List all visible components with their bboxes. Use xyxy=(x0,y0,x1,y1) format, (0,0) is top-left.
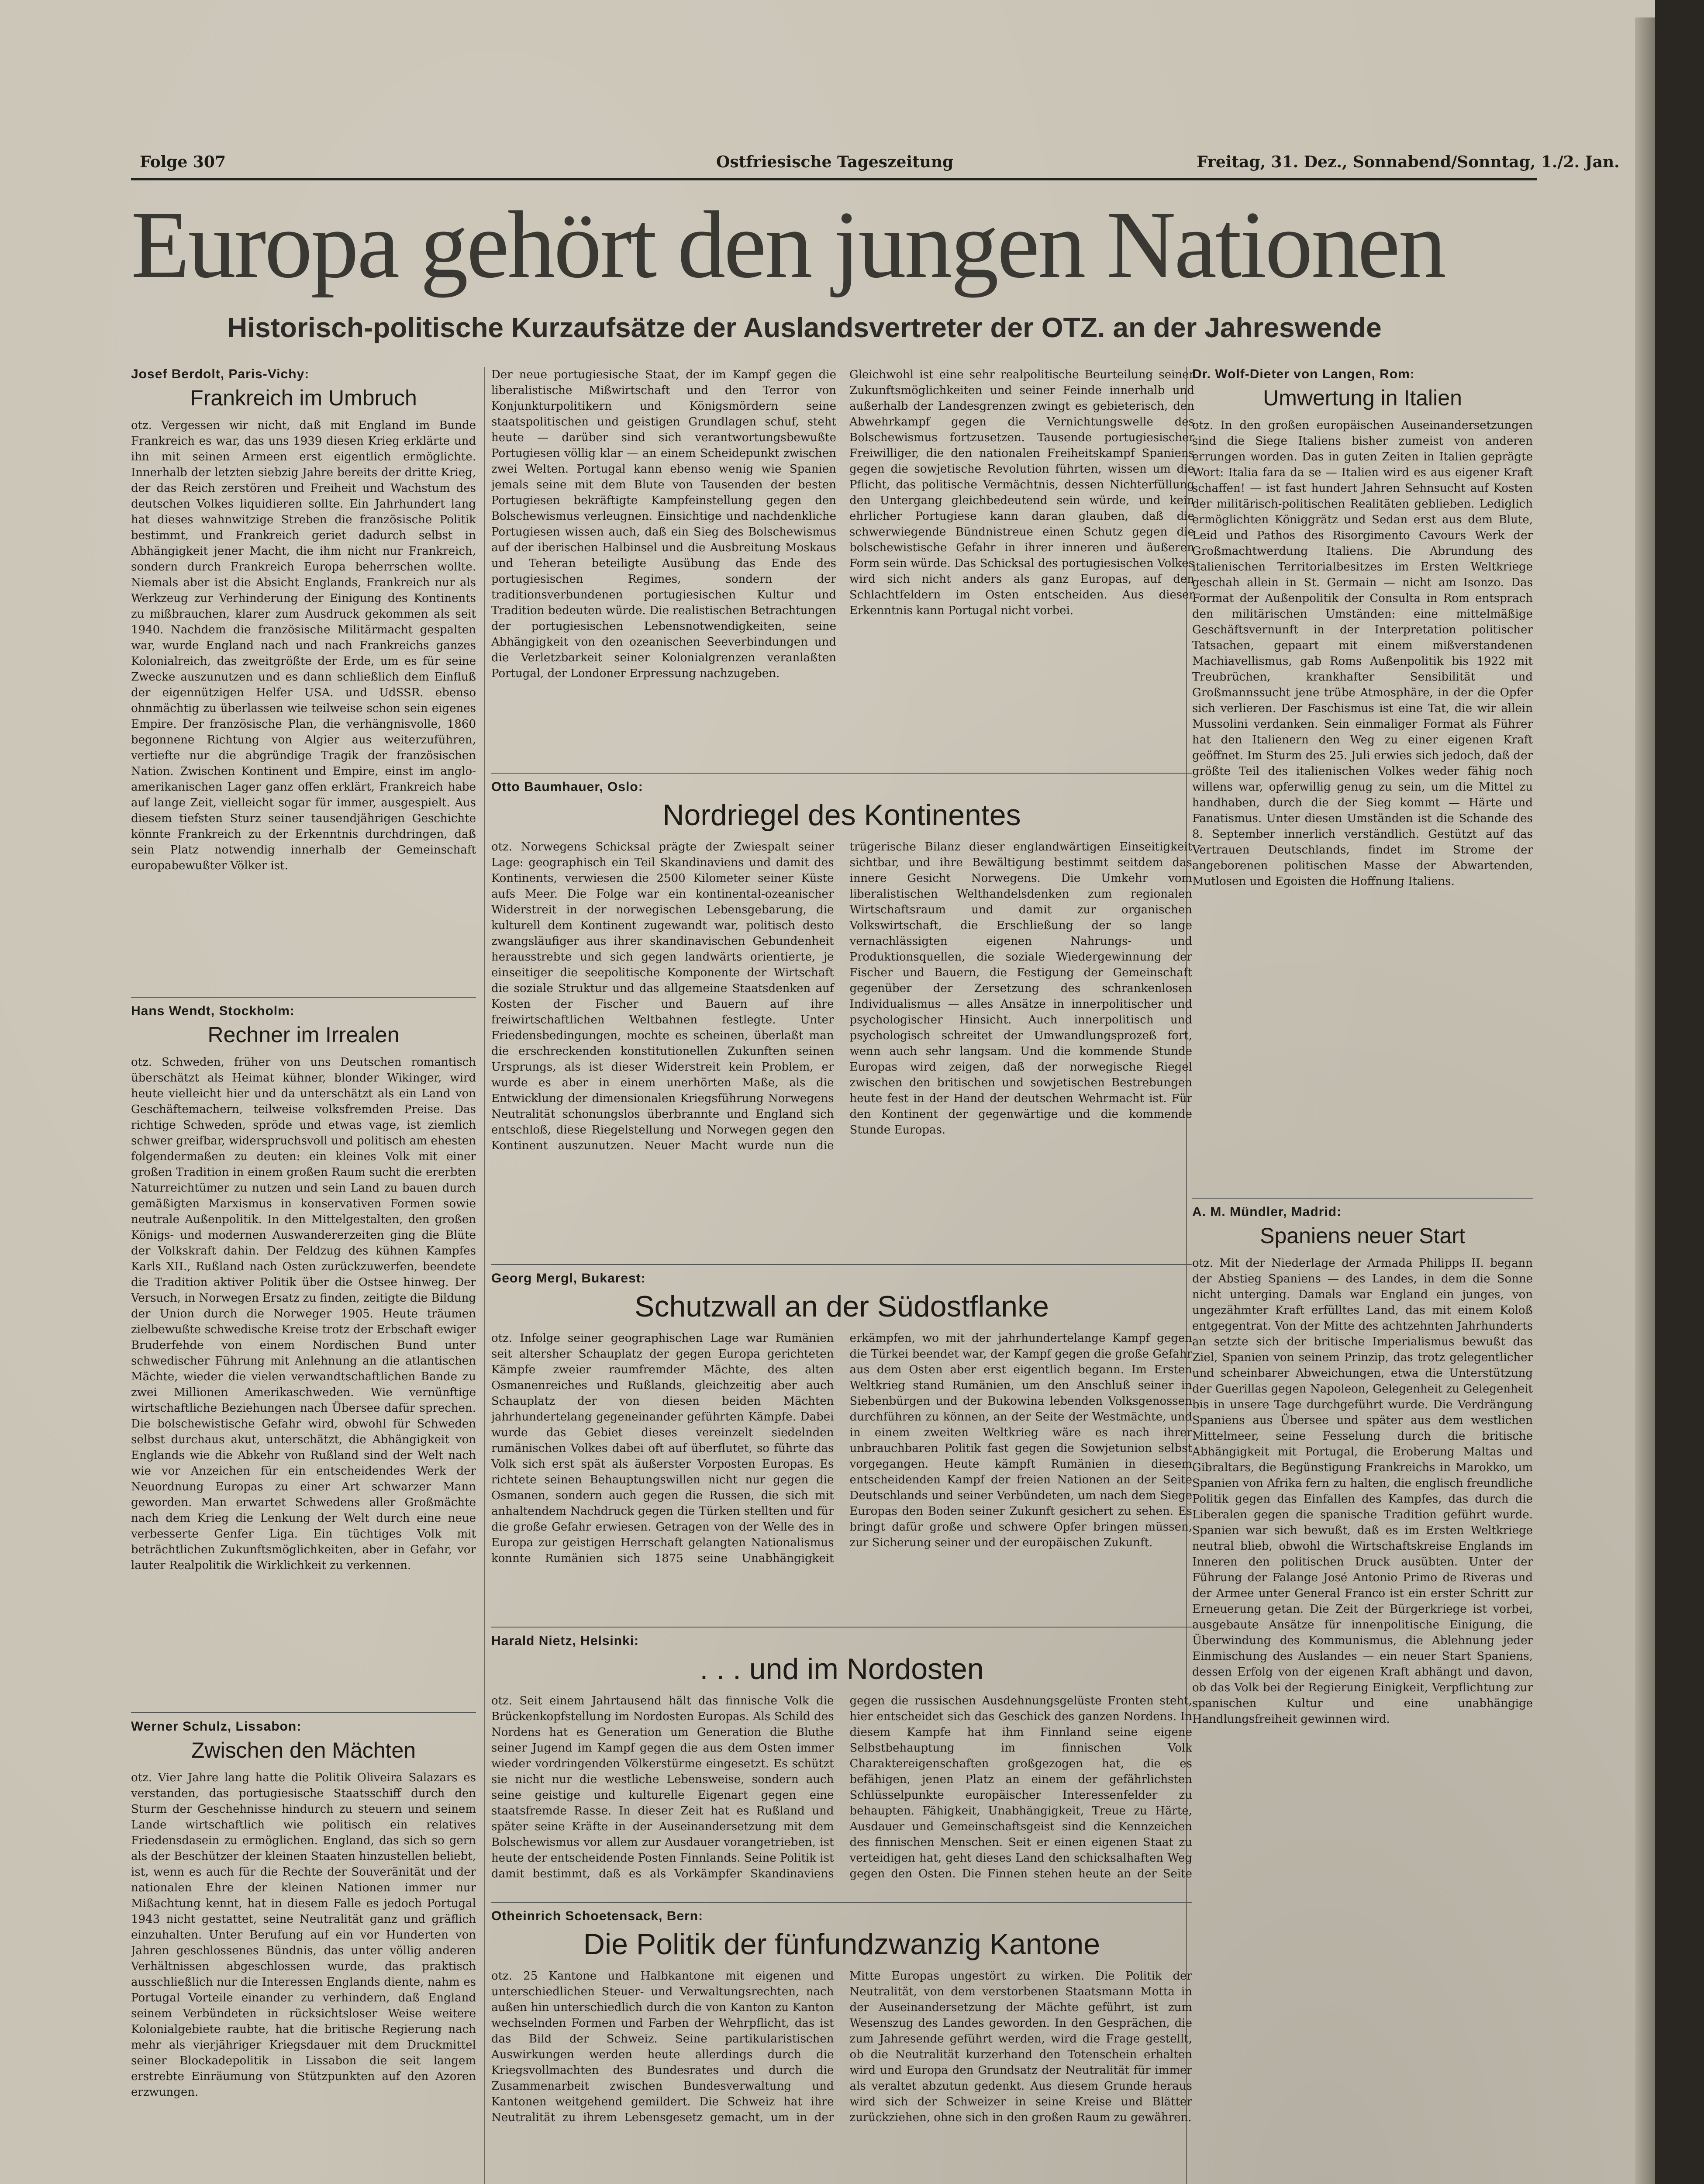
section-divider xyxy=(491,1264,1192,1265)
article-author: Josef Berdolt, Paris-Vichy: xyxy=(131,367,310,381)
article-title: Frankreich im Umbruch xyxy=(190,386,417,410)
article-title: Nordriegel des Kontinentes xyxy=(662,798,1021,832)
article-title: Umwertung in Italien xyxy=(1263,386,1462,410)
newspaper-name: Ostfriesische Tageszeitung xyxy=(716,153,954,171)
section-divider xyxy=(491,1902,1192,1903)
article-frankreich xyxy=(131,367,476,985)
article-body-continued: Der neue portugiesische Staat, der im Kampf gegen die liberalistische Mißwirtschaft und den Terror von Konjunkturpolitikern und Königsmördern seine staatspolitischen und geistigen Grundlagen schuf, steht heute — darüber sind sich verantwortungsbewußte Portugiesen völlig klar — an einem Scheidepunkt zwischen zwei Welten. Portugal kann ebenso wenig wie Spanien jemals seine mit dem Blute von Tausenden der besten Portugiesen bekräftigte Kampfeinstellung gegen den Bolschewismus verleugnen. Einsichtige und nachdenkliche Portugiesen wissen auch, daß ein Sieg des Bolschewismus auf der iberischen Halbinsel und die Ausbreitung Moskaus und Teheran beteiligte Ausübung das Ende des portugiesischen Regimes, sondern der traditionsverbundenen portugiesischen Kultur und Tradition bedeuten würde. Die realistischen Betrachtungen der portugiesischen Lebensnotwendigkeiten, seine Abhängigkeit von den ozeanischen Seeverbindungen und die Verletzbarkeit seiner Kolonialgrenzen veranlaßten Portugal, der Londoner Erpressung nachzugeben. xyxy=(491,368,836,680)
article-author: Werner Schulz, Lissabon: xyxy=(131,1719,302,1734)
article-body: otz. Schweden, früher von uns Deutschen romantisch überschätzt als Heimat kühner, blonder Wikinger, wird heute vielleicht hier und da unterschätzt als ein Land von Geschäftemachern, teilweise volksfremden Preise. Das richtige Schweden, spröde und etwas vage, ist ziemlich schwer greifbar, widerspruchsvoll und politisch am ehesten folgendermaßen zu deuten: ein kleines Volk mit einer großen Tradition in einem großen Raum sucht die ererbten Naturreichtümer zu nutzen und sein Land zu bauen durch gemäßigten Marxismus in konservativen Formen sowie neutrale Außenpolitik. In den Mittelgestalten, den großen Königs- und modernen Auswandererzeiten ging die Blüte der Volkskraft dahin. Der Feldzug des kühnen Kampfes Karls XII., Rußland nach Osten zurückzuwerfen, beendete die Tradition aktiver Politik über die Ostsee hinweg. Der Versuch, in Norwegen Ersatz zu finden, zeitigte die Bildung der Union durch die Norweger 1905. Heute träumen zielbewußte schwedische Kreise trotz der Erbschaft ewiger Bruderfehde von einem Nordischen Bund unter schwedischer Führung mit Anlehnung an die atlantischen Mächte, wieder die vielen verwandtschaftlichen Bande zu zwei Millionen Amerikaschweden. Wie vernünftige wirtschaftliche Beziehungen nach Übersee dafür sprechen. Die bolschewistische Gefahr wird, obwohl für Schweden selbst durchaus akut, unterschätzt, die Abhängigkeit von Englands wie die Abkehr von Rußland sind der Welt nach wie vor Anzeichen für ein entscheidendes Werk der Neuordnung Europas zu einer Art schwarzer Mann geworden. Man erwartet Schwedens aller Großmächte nach dem Krieg die Lenkung der Welt durch eine neue verbesserte Genfer Liga. Ein tüchtiges Volk mit beträchtlichen Zukunftsmöglichkeiten, aber in Gefahr, vor lauter Realpolitik die Wirklichkeit zu verkennen. xyxy=(131,1056,476,1572)
article-italien xyxy=(1192,367,1533,1186)
article-title: Rechner im Irrealen xyxy=(207,1023,400,1047)
article-body: otz. 25 Kantone und Halbkantone mit eigenen und unterschiedlichen Steuer- und Verwaltungsrechten, nach außen hin unterschiedlich durch die von Kanton zu Kanton wechselnden Formen und Farben der Wehrpflicht, das ist das Bild der Schweiz. Seine partikularistischen Auswirkungen werden heute allerdings durch die Kriegsvollmachten des Bundesrates und durch die Zusammenarbeit zwischen Bundesverwaltung und Kantonen weitgehend gemildert. Die Schweiz hat ihre Neutralität zu ihrem Lebensgesetz gemacht, um in der Mitte Europas ungestört zu wirken. Die Politik der Neutralität, von dem verstorbenen Staatsmann Motta in der Auseinandersetzung der Mächte geführt, ist zum Wesenszug des Landes geworden. In den Gesprächen, die zum Jahresende geführt werden, wird die Frage gestellt, ob die Neutralität kurzerhand den Totenschein erhalten wird und Europa den Grundsatz der Neutralität für immer als veraltet abzutun gedenkt. Aus diesem Grunde heraus wird sich der Schweizer in seine Kreise und Blätter zurückziehen, ohne sich in den großen Raum zu gewähren. xyxy=(491,1970,1192,2124)
article-author: Harald Nietz, Helsinki: xyxy=(491,1634,639,1648)
page-edge xyxy=(1635,17,1655,2184)
article-body: otz. Mit der Niederlage der Armada Philipps II. begann der Abstieg Spaniens — des Landes, in dem die Sonne nicht unterging. Damals war England ein junges, von ungezähmter Kraft erfülltes Land, das mit einem Koloß entgegentrat. Von der Mitte des achtzehnten Jahrhunderts an setzte sich der britische Imperialismus bewußt das Ziel, Spanien von seinem Prinzip, das trotz gelegentlicher und scheinbarer Abweichungen, etwa die Unterstützung der Guerillas gegen Napoleon, Gelegenheit zu Gelegenheit bis in unsere Tage durchgeführt wurde. Die Verdrängung Spaniens aus Übersee und später aus dem westlichen Mittelmeer, seine Fesselung durch die britische Abhängigkeit mit Portugal, die Eroberung Maltas und Gibraltars, die Begünstigung Frankreichs in Marokko, um Spanien von Afrika fern zu halten, die englisch freundliche Politik gegen das Einfallen des Kampfes, das durch die Liberalen gegen die spanische Tradition geführt wurde. Spanien war sich bewußt, daß es im Ersten Weltkriege neutral blieb, obwohl die Wirtschaftskreise Englands im Inneren den politischen Druck ausübten. Unter der Führung der Falange José Antonio Primo de Riveras und der Armee unter General Franco ist ein erster Schritt zur Erneuerung getan. Die Zeit der Bürgerkriege ist vorbei, ausgebaute Ansätze für innenpolitische Einigung, die Überwindung des Kommunismus, die Ablehnung jeder Einmischung des Auslandes — ein neuer Start Spaniens, dessen Erfolg von der eigenen Kraft abhängt und davon, ob das Volk bei der Regierung Einigkeit, Verpflichtung zur spanischen Kultur und eine unabhängige Handlungsfreiheit gewinnen wird. xyxy=(1192,1257,1533,1726)
section-divider xyxy=(1192,1198,1533,1199)
page-headline: Europa gehört den jungen Nationen xyxy=(131,191,1445,298)
article-author: Otheinrich Schoetensack, Bern: xyxy=(491,1909,704,1923)
article-title: Schutzwall an der Südostflanke xyxy=(635,1290,1049,1323)
article-author: Hans Wendt, Stockholm: xyxy=(131,1004,295,1018)
article-finnland xyxy=(491,1621,1192,1894)
article-rumaenien xyxy=(491,1258,1192,1601)
issue-number: Folge 307 xyxy=(140,153,226,171)
article-body: otz. Infolge seiner geographischen Lage war Rumänien seit altersher Schauplatz der gegen Europa gerichteten Kämpfe zweier raumfremder Mächte, des alten Osmanenreiches und Rußlands, gleichzeitig aber auch Schauplatz der von diesen beiden Mächten jahrhundertelang gegeneinander geführten Kämpfe. Dabei wurde das Gebiet dieses vereinzelt siedelnden rumänischen Volkes dabei oft auf überflutet, so führte das Volk sich erst spät als äußerster Vorposten Europas. Es richtete seinen Behauptungswillen nicht nur gegen die Osmanen, sondern auch gegen die Russen, die sich mit anhaltendem Nachdruck gegen die Türken stellten und für die große Gefahr erwiesen. Getragen von der Welle des in Europa zur geistigen Herrschaft gelangten Nationalismus konnte Rumänien sich 1875 seine Unabhängigkeit erkämpfen, wo mit der jahrhundertelange Kampf gegen die Türkei beendet war, der Kampf gegen die große Gefahr aus dem Osten aber erst eigentlich begann. Im Ersten Weltkrieg stand Rumänien, um den Anschluß seiner in Siebenbürgen und der Bukowina lebenden Volksgenossen durchführen zu können, an der Seite der Westmächte, und in einem zweiten Weltkrieg wäre es nach ihrer unbrauchbaren Politik fast gegen die Sowjetunion selbst vorgegangen. Heute kämpft Rumänien in diesem entscheidenden Kampf der freien Nationen an der Seite Deutschlands und seiner Verbündeten, um nach dem Siege Europas den Boden seiner Zukunft gesichert zu sehen. Es bringt dafür große und schwere Opfer bringen müssen, zur Sicherung seiner und der europäischen Zukunft. xyxy=(491,1332,1192,1565)
header-rule xyxy=(131,178,1537,180)
column-right xyxy=(1192,367,1533,2140)
article-title: Spaniens neuer Start xyxy=(1260,1223,1465,1248)
article-author: Georg Mergl, Bukarest: xyxy=(491,1271,646,1286)
section-divider xyxy=(131,1712,476,1713)
scan-background xyxy=(1655,0,1704,2184)
article-author: A. M. Mündler, Madrid: xyxy=(1192,1205,1342,1219)
article-schweden xyxy=(131,997,476,1701)
article-portugal xyxy=(131,1712,476,2184)
article-norwegen xyxy=(491,767,1192,1215)
article-author: Otto Baumhauer, Oslo: xyxy=(491,780,643,794)
article-body-continued: Gleichwohl ist eine sehr realpolitische Beurteilung seiner Zukunftsmöglichkeiten und seiner Feinde innerhalb und außerhalb der Landesgrenzen zwingt es gebieterisch, den Abwehrkampf gegen die Vernichtungswelle des Bolschewismus fortzusetzen. Tausende portugiesischer Freiwilliger, die den nationalen Freiheitskampf Spaniens gegen die sowjetische Revolution führten, wissen um die Pflicht, das politische Vermächtnis, dessen Nichterfüllung den Untergang gleichbedeutend sein würde, und kein ehrlicher Portugiese kann daran glauben, daß die schwerwiegende Bündnistreue einen Schutz gegen die bolschewistische Gefahr in ihrer inneren und äußeren Form sein würde. Das Schicksal des portugiesischen Volkes wird sich nicht anders als ganz Europas, auf den Schlachtfeldern im Osten entscheiden. Aus dieser Erkenntnis kann Portugal nicht vorbei. xyxy=(849,368,1194,617)
section-divider xyxy=(491,1627,1192,1628)
article-body: otz. Vier Jahre lang hatte die Politik Oliveira Salazars es verstanden, das portugiesische Staatsschiff durch den Sturm der Geschehnisse hindurch zu steuern und seinem Lande wirtschaftlich wie politisch ein relatives Friedensdasein zu ermöglichen. England, das sich so gern als der Beschützer der kleinen Staaten hinzustellen beliebt, ist, wenn es auch für die Rechte der Souveränität und der nationalen Ehre der kleinen Nationen immer nur Mißachtung kennt, hat in diesem Falle es jedoch Portugal 1943 nicht gestattet, seine Neutralität ganz und gräflich einzuhalten. Unter Berufung auf ein vor Hunderten von Jahren geschlossenes Bündnis, das unter völlig anderen Verhältnissen abgeschlossen wurde, das praktisch ausschließlich nur die Interessen Englands diente, nahm es Portugal Vorteile einander zu verhindern, daß England seinem Verbündeten in rücksichtsloser Weise weitere Kolonialgebiete raubte, hat die britische Regierung nach mehr als vierjähriger Kriegsdauer mit dem Druckmittel seiner Blockadepolitik in Lissabon die seit langem erstrebte Einräumung von Stützpunkten auf den Azoren erzwungen. xyxy=(131,1771,476,2099)
article-schweiz xyxy=(491,1896,1192,2184)
column-portugal-continued xyxy=(491,367,836,729)
article-body: otz. Vergessen wir nicht, daß mit England im Bunde Frankreich es war, das uns 1939 diesen Krieg erklärte und ihn mit seinen Armeen erst eigentlich ermöglichte. Innerhalb der letzten siebzig Jahre bereits der dritte Krieg, der das Reich zerstören und Freiheit und Wachstum des deutschen Volkes liquidieren sollte. Ein Jahrhundert lang hat dieses wahnwitzige Streben die französische Politik bestimmt, und Frankreich geriet dadurch selbst in Abhängigkeit jener Macht, die ihm nicht nur Frankreich, sondern durch Frankreich Europa beherrschen wollte. Niemals aber ist die Absicht Englands, Frankreich nur als Werkzeug zur Verhinderung der Einigung des Kontinents zu mißbrauchen, klarer zum Ausdruck gekommen als seit 1940. Nachdem die französische Militärmacht gespalten war, wurde England nach und nach Frankreichs ganzes Kolonialreich, das zweitgrößte der Erde, um es für seine Zwecke auszunutzen und es dann schließlich dem Einfluß der eigennützigen Helfer USA. und UdSSR. ebenso ohnmächtig zu überlassen wie teilweise schon sein eigenes Empire. Der französische Plan, die verhängnisvolle, 1860 begonnene Richtung von Algier aus weiterzuführen, vertiefte nur die abgründige Tragik der französischen Nation. Zwischen Kontinent und Empire, einst im anglo-amerikanischen Lager ganz offen erklärt, Frankreich habe auf lange Zeit, vielleicht sogar für immer, ausgespielt. Aus diesem tiefsten Sturz seiner tausendjährigen Geschichte könnte Frankreich zu der Erkenntnis durchdringen, daß sein Platz notwendig innerhalb der Gemeinschaft europabewußter Völker ist. xyxy=(131,419,476,872)
article-spanien xyxy=(1192,1198,1533,2129)
article-title: Die Politik der fünfundzwanzig Kantone xyxy=(583,1928,1100,1961)
article-title: . . . und im Nordosten xyxy=(700,1652,984,1686)
article-body: otz. Seit einem Jahrtausend hält das finnische Volk die Brückenkopfstellung im Nordosten Europas. Als Schild des Nordens hat es Generation um Generation die Bluthe seiner Jugend im Kampf gegen die aus dem Osten immer wieder vordringenden Völkerstürme eingesetzt. Es schützt sie nicht nur die westliche Lebensweise, sondern auch seine geistige und kulturelle Eigenart gegen eine staatsfremde Rasse. In dieser Zeit hat es Rußland und später seine Kräfte in der Auseinandersetzung mit dem Bolschewismus vor allem zur Ausdauer vorangetrieben, ist heute der entscheidende Posten Finnlands. Seine Politik ist damit bestimmt, daß es als Vorkämpfer Skandinaviens gegen die russischen Ausdehnungsgelüste Fronten steht, hier entscheidet sich das Geschick des ganzen Nordens. In diesem Kampfe hat ihm Finnland seine eigene Selbstbehauptung im finnischen Volk Charaktereigenschaften großgezogen hat, die es befähigen, jenen Platz an einem der gefährlichsten Schlüsselpunkte europäischer Interessenfelder zu behaupten. Fähigkeit, Unabhängigkeit, Treue zu Härte, Ausdauer und Gemeinschaftsgeist sind die Kennzeichen des finnischen Menschen. Seit er einen eigenen Staat zu verteidigen hat, geht dieses Land den schicksalhaften Weg gegen den Osten. Die Finnen stehen heute an der Seite xyxy=(491,1694,1192,1880)
section-divider xyxy=(131,997,476,998)
page-subheadline: Historisch-politische Kurzaufsätze der Auslandsvertreter der OTZ. an der Jahreswende xyxy=(227,312,1382,343)
issue-date: Freitag, 31. Dez., Sonnabend/Sonntag, 1./2. Jan. xyxy=(1197,153,1620,171)
column-rule xyxy=(484,367,485,2184)
section-divider xyxy=(491,773,1192,774)
column-portugal-continued-2 xyxy=(849,367,1194,729)
article-author: Dr. Wolf-Dieter von Langen, Rom: xyxy=(1192,367,1415,381)
article-body: otz. Norwegens Schicksal prägte der Zwiespalt seiner Lage: geographisch ein Teil Skandinaviens und damit des Kontinents, verwiesen die 2500 Kilometer seiner Küste aufs Meer. Die Folge war ein kontinental-ozeanischer Widerstreit in der norwegischen Lebensgebarung, die kulturell dem Kontinent zugewandt war, politisch desto zwangsläufiger aus ihrer skandinavischen Gebundenheit herausstrebte und sich gegen landwärts orientierte, je einseitiger die seepolitische Komponente der Wirtschaft die soziale Struktur und das allgemeine Staatsdenken auf Kosten der Fischer und Bauern auf ihre freiwirtschaftlichen Weltbahnen festlegte. Unter Friedensbedingungen, mochte es scheinen, überlaßt man die erschreckenden konstitutionellen Zukunften seinen Ursprungs, als ist dieser Widerstreit kein Problem, er wurde es aber in einem unerhörten Maße, als die Entwicklung der dimensionalen Kriegsführung Norwegens Neutralität schonungslos überbrannte und England sich entschloß, diese Riegelstellung und Norwegen gegen den Kontinent auszunutzen. Neuer Macht wurde nun die trügerische Bilanz dieser englandwärtigen Einseitigkeit sichtbar, und ihre Bewältigung bestimmt seitdem das innere Gesicht Norwegens. Die Umkehr vom liberalistischen Welthandelsdenken zum regionalen Wirtschaftsraum und damit zur organischen Volkswirtschaft, die Erschließung der so lange vernachlässigten eigenen Nahrungs- und Produktionsquellen, die soziale Wiedergewinnung der Fischer und Bauern, die Festigung der Gemeinschaft gegenüber der Zersetzung des schrankenlosen Individualismus — alles Ansätze in innerpolitischer und psychologischer Hinsicht. Auch innerpolitisch und psychologisch schreitet der Umwandlungsprozeß fort, wenn auch sehr langsam. Und die kommende Stunde Europas wird zeigen, daß der norwegische Riegel zwischen den britischen und sowjetischen Bestrebungen heute fest in der Hand der deutschen Wehrmacht ist. Für den Kontinent der gegenwärtige und die kommende Stunde Europas. xyxy=(491,840,1192,1152)
article-title: Zwischen den Mächten xyxy=(191,1738,416,1762)
column-left xyxy=(131,367,476,2184)
article-body: otz. In den großen europäischen Auseinandersetzungen sind die Siege Italiens bisher zumeist von anderen errungen worden. Das in guten Zeiten in Italien geprägte Wort: Italia fara da se — Italien wird es aus eigener Kraft schaffen! — ist fast hundert Jahren Sehnsucht auf Kosten der militärisch-politischen Realitäten geblieben. Lediglich ermöglichten Königgrätz und Sedan erst aus dem Blute, Leid und Pathos des Risorgimento Cavours Werk der Großmachtwerdung Italiens. Die Abrundung des italienischen Territorialbesitzes im Ersten Weltkriege geschah allein in St. Germain — nicht am Isonzo. Das Format der Außenpolitik der Consulta in Rom entsprach den militärischen Umständen: eine mittelmäßige Geschäftsvernunft in der Interpretation politischer Tatsachen, gepaart mit einem mißverstandenen Machiavellismus, gab Roms Außenpolitik bis 1922 mit Treubrüchen, krankhafter Sensibilität und Großmannssucht jene trübe Atmosphäre, in der die Opfer sich verlieren. Der Faschismus ist eine Tat, die wir allein Mussolini verdanken. Sein einmaliger Format als Führer hat den Italienern den Weg zu einer eigenen Kraft geöffnet. Im Sturm des 25. Juli erwies sich jedoch, daß der größte Teil des italienischen Volkes weder fähig noch willens war, opferwillig genug zu sein, um die Mittel zu handhaben, durch die der Sieg kommt — Härte und Fanatismus. Unter diesen Umständen ist die Schande des 8. September innerlich verständlich. Gestützt auf das Vertrauen Deutschlands, findet im Strome der angeborenen politischen Masse der Abwartenden, Mutlosen und Egoisten die Hoffnung Italiens. xyxy=(1192,419,1533,888)
